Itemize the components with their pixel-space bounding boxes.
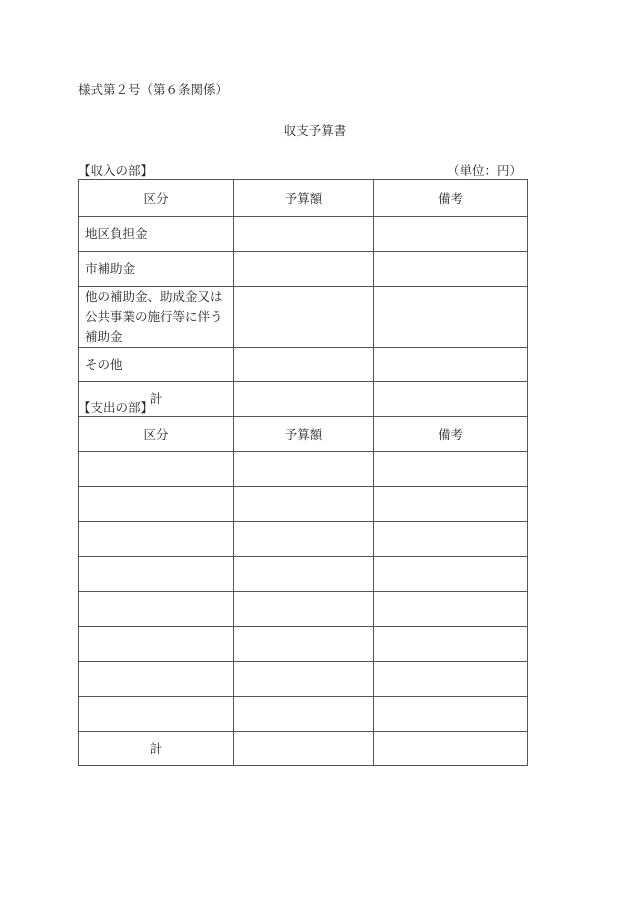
table-row <box>79 522 528 557</box>
category-cell[interactable] <box>79 522 234 557</box>
amount-cell[interactable] <box>234 348 374 382</box>
note-cell[interactable] <box>374 522 528 557</box>
category-cell: 市補助金 <box>79 252 234 287</box>
note-cell[interactable] <box>374 487 528 522</box>
amount-cell[interactable] <box>234 592 374 627</box>
note-cell[interactable] <box>374 217 528 252</box>
unit-label: （単位：円） <box>446 163 522 178</box>
header-category: 区分 <box>79 180 234 217</box>
table-row <box>79 627 528 662</box>
category-cell: 地区負担金 <box>79 217 234 252</box>
note-cell[interactable] <box>374 287 528 348</box>
amount-cell[interactable] <box>234 217 374 252</box>
note-cell[interactable] <box>374 252 528 287</box>
table-row <box>79 662 528 697</box>
category-cell[interactable] <box>79 697 234 732</box>
total-label: 計 <box>79 382 234 417</box>
note-cell[interactable] <box>374 452 528 487</box>
note-cell[interactable] <box>374 557 528 592</box>
table-row <box>79 697 528 732</box>
total-label: 計 <box>79 732 234 766</box>
document-title: 収支予算書 <box>283 123 347 138</box>
header-note: 備考 <box>374 180 528 217</box>
amount-cell[interactable] <box>234 252 374 287</box>
category-cell[interactable] <box>79 592 234 627</box>
form-label: 様式第２号（第６条関係） <box>78 82 229 97</box>
amount-cell[interactable] <box>234 522 374 557</box>
header-amount: 予算額 <box>234 417 374 452</box>
expense-header-row <box>79 417 528 452</box>
expense-total-row <box>79 732 528 766</box>
table-row <box>79 592 528 627</box>
amount-cell[interactable] <box>234 452 374 487</box>
note-cell[interactable] <box>374 627 528 662</box>
table-row <box>79 348 528 382</box>
total-note-cell[interactable] <box>374 732 528 766</box>
amount-cell[interactable] <box>234 662 374 697</box>
category-cell[interactable] <box>79 557 234 592</box>
income-header-row <box>79 180 528 217</box>
table-row <box>79 217 528 252</box>
table-row <box>79 487 528 522</box>
income-table <box>78 179 528 417</box>
note-cell[interactable] <box>374 662 528 697</box>
amount-cell[interactable] <box>234 287 374 348</box>
table-row <box>79 252 528 287</box>
expense-section-label: 【支出の部】 <box>78 400 154 415</box>
category-cell: その他 <box>79 348 234 382</box>
category-cell: 他の補助金、助成金又は公共事業の施行等に伴う補助金 <box>79 287 234 348</box>
amount-cell[interactable] <box>234 627 374 662</box>
category-cell[interactable] <box>79 627 234 662</box>
note-cell[interactable] <box>374 592 528 627</box>
table-row <box>79 287 528 348</box>
header-amount: 予算額 <box>234 180 374 217</box>
note-cell[interactable] <box>374 697 528 732</box>
expense-table <box>78 416 528 766</box>
category-cell[interactable] <box>79 487 234 522</box>
amount-cell[interactable] <box>234 487 374 522</box>
amount-cell[interactable] <box>234 697 374 732</box>
amount-cell[interactable] <box>234 557 374 592</box>
note-cell[interactable] <box>374 348 528 382</box>
table-row <box>79 452 528 487</box>
header-category: 区分 <box>79 417 234 452</box>
total-amount-cell[interactable] <box>234 382 374 417</box>
total-amount-cell[interactable] <box>234 732 374 766</box>
income-section-label: 【収入の部】 <box>78 163 154 178</box>
total-note-cell[interactable] <box>374 382 528 417</box>
header-note: 備考 <box>374 417 528 452</box>
category-cell[interactable] <box>79 452 234 487</box>
category-cell[interactable] <box>79 662 234 697</box>
table-row <box>79 557 528 592</box>
